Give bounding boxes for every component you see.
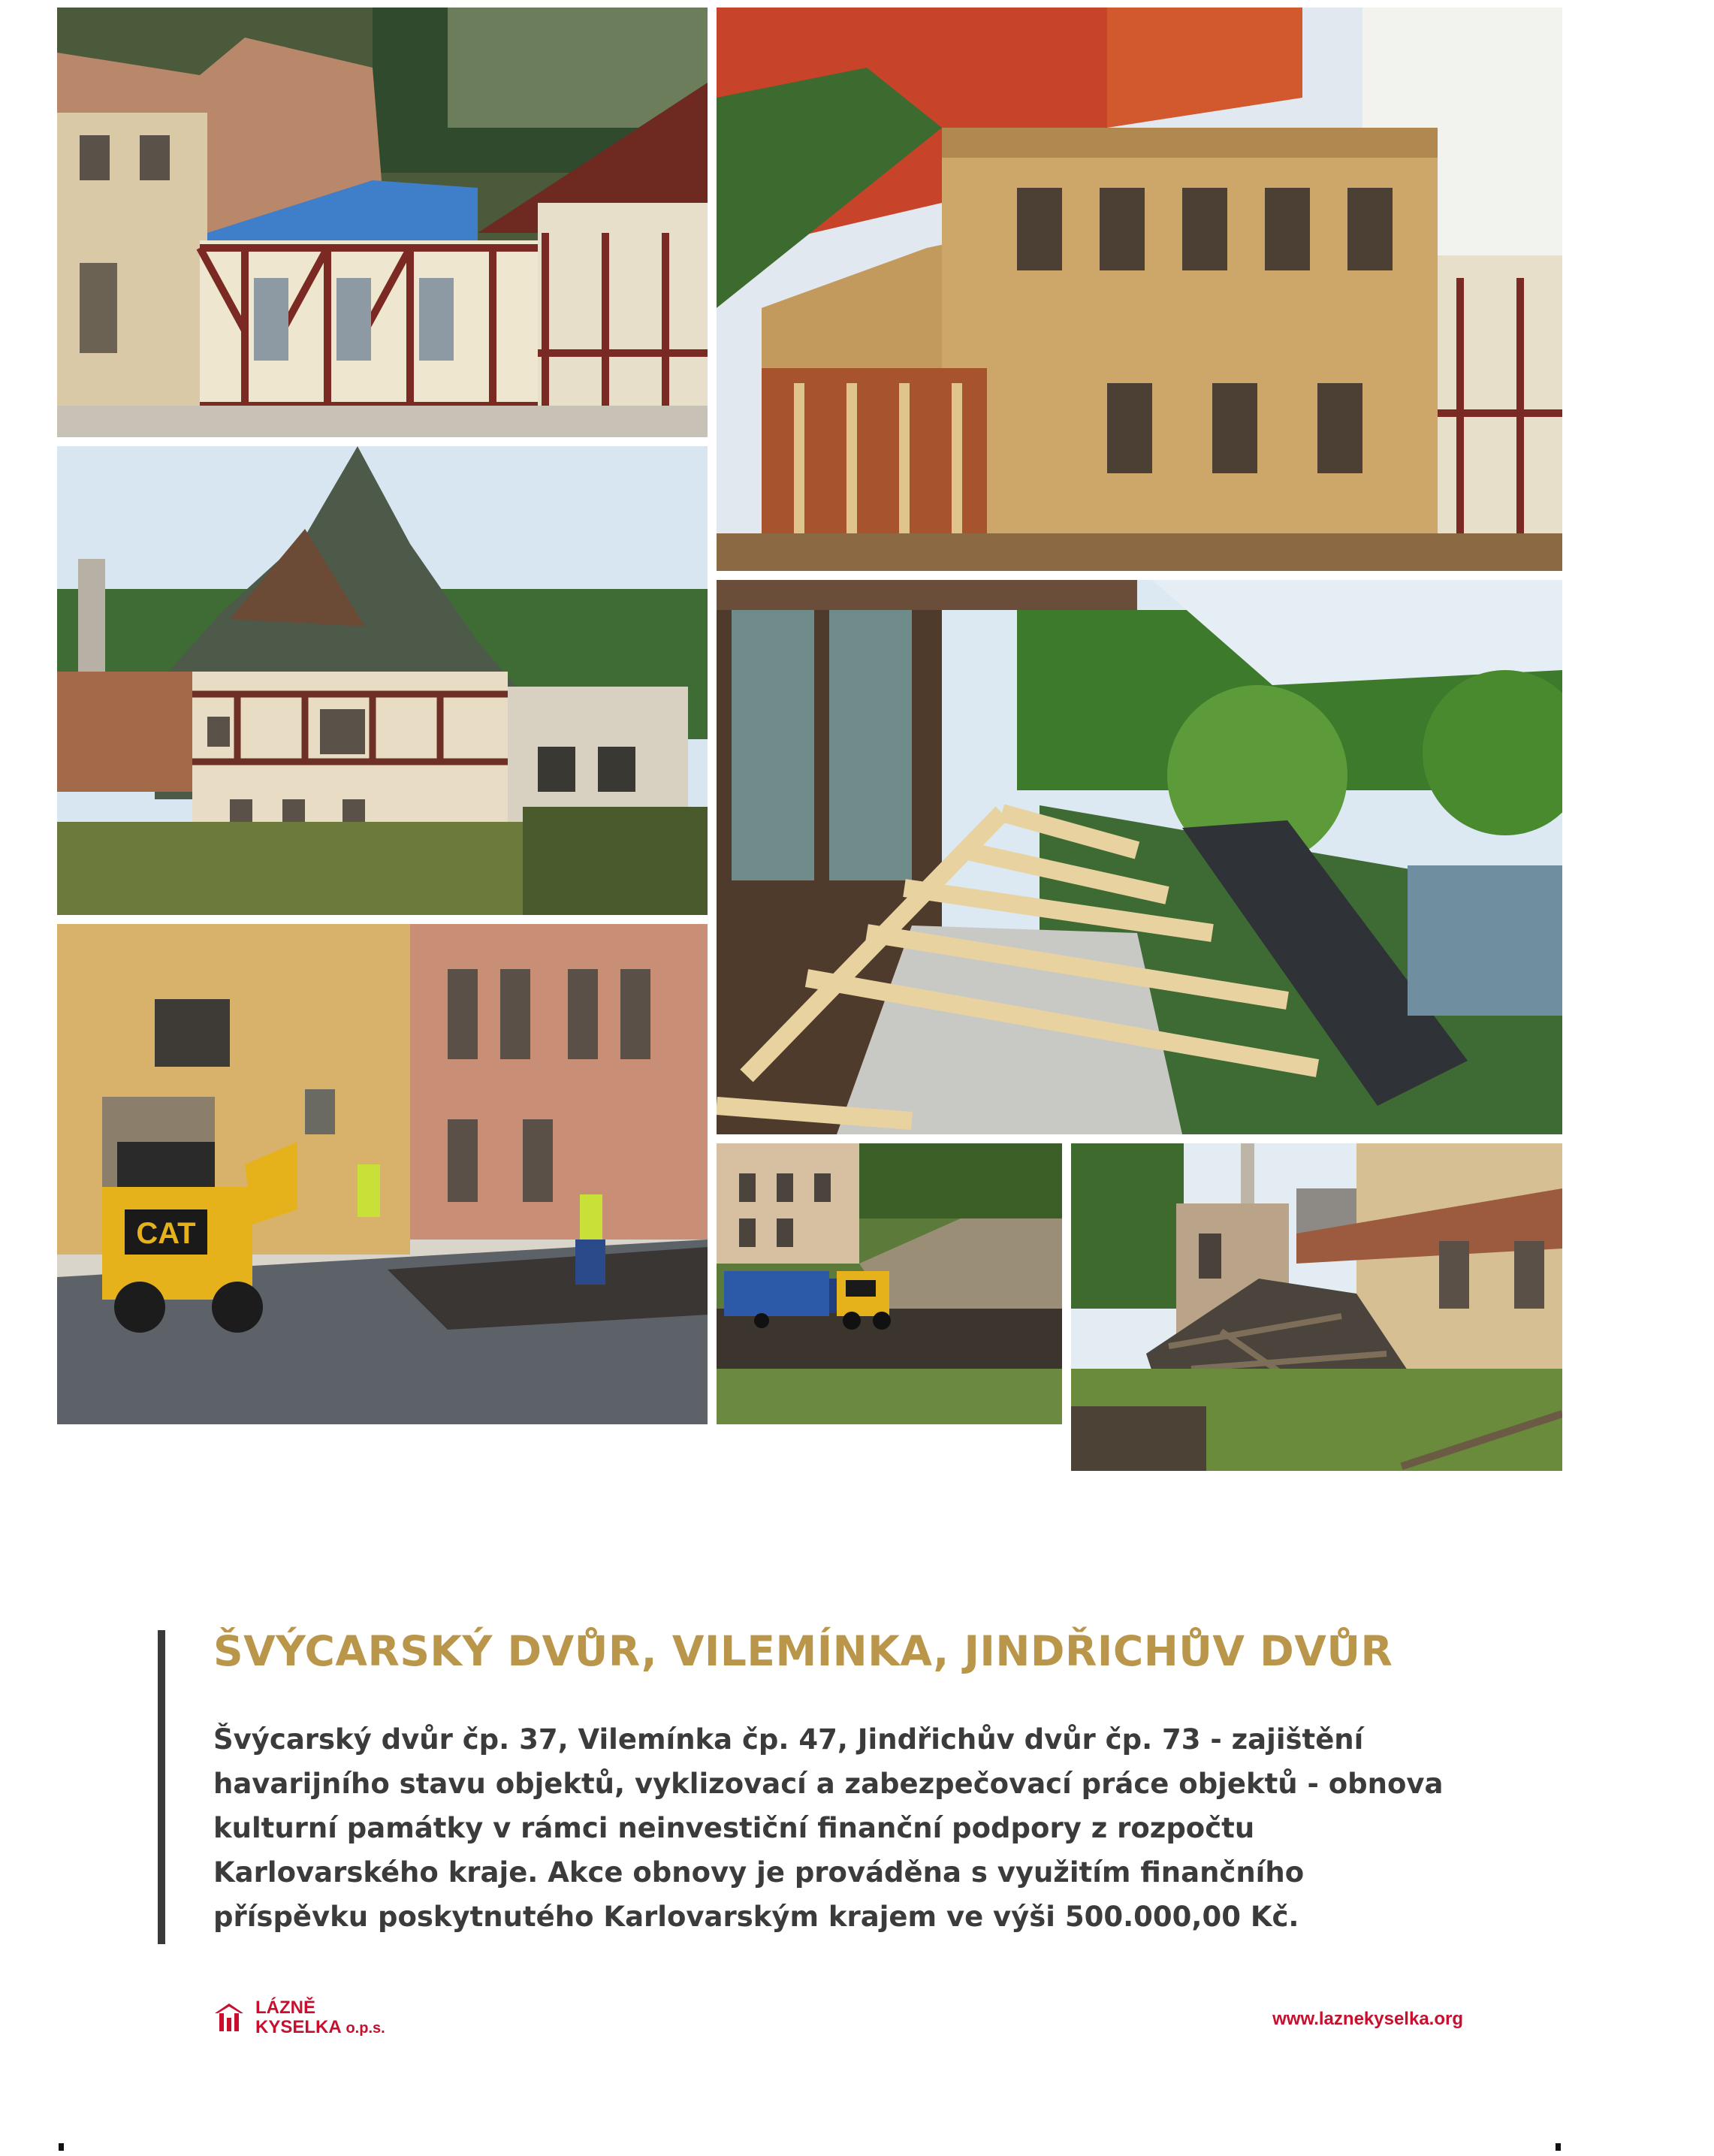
photo-half-timbered-facade	[57, 8, 708, 437]
photo-hillside-truck-loader	[717, 1143, 1062, 1424]
crop-mark-left	[59, 2143, 64, 2151]
brand-logo	[213, 1998, 409, 2043]
project-description: Švýcarský dvůr čp. 37, Vilemínka čp. 47, Jindřichův dvůr čp. 73 - zajištění havarijního stavu objektů, vyklizovací a zabezpečovací práce objektů - obnova kulturní památky v rámci neinvestiční finanční podpory z rozpočtu Karlovarského kraje. Akce obnovy je prováděna s využitím finančního příspěvku poskytnutého Karlovarským krajem ve výši 500.000,00 Kč.	[213, 1723, 1444, 1933]
logo-line2: KYSELKA	[255, 2017, 341, 2037]
website-link[interactable]: www.laznekyselka.org	[1272, 2009, 1463, 2029]
logo-suffix: o.p.s.	[346, 2020, 385, 2037]
title-accent-bar	[158, 1630, 165, 1944]
house-icon	[213, 2001, 245, 2033]
crop-mark-right	[1556, 2143, 1561, 2151]
photo-cat-loader-street	[57, 924, 708, 1424]
photo-balcony-scaffold-river	[717, 580, 1562, 1134]
photo-chalet-house	[57, 446, 708, 915]
cat-badge: CAT	[136, 1217, 196, 1250]
photo-villa-autumn	[717, 8, 1562, 571]
page-title: ŠVÝCARSKÝ DVŮR, VILEMÍNKA, JINDŘICHŮV DVŮR	[213, 1627, 1393, 1675]
logo-line1: LÁZNĚ	[255, 1997, 315, 2018]
photo-demolition-rubble	[1071, 1143, 1562, 1471]
